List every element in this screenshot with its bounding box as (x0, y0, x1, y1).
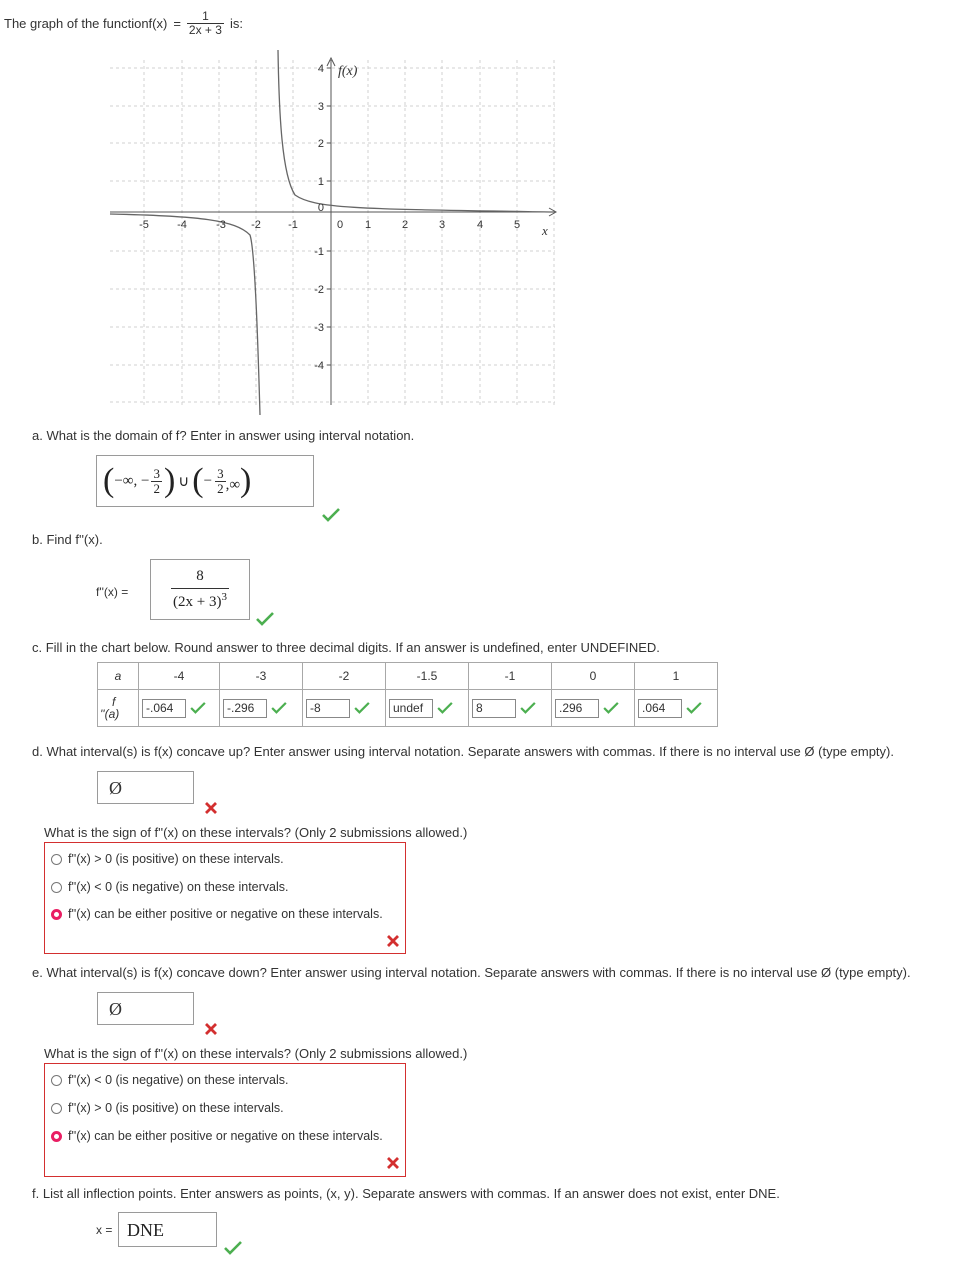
numerator: 3 (217, 465, 224, 481)
problem-header (4, 6, 243, 40)
value-input[interactable]: undef (389, 699, 433, 718)
y-tick-label: -2 (314, 284, 324, 296)
radio-button-selected[interactable] (51, 1131, 62, 1142)
y-tick-label: 0 (317, 202, 324, 214)
value-chart (97, 662, 718, 727)
curve-left-branch (110, 214, 260, 415)
x-tick-label: 1 (364, 219, 372, 231)
a-cell: -2 (303, 663, 386, 690)
infinity: ,∞ (225, 476, 241, 493)
inflection-points-input[interactable]: DNE (118, 1212, 217, 1247)
second-derivative-box[interactable] (150, 559, 250, 620)
header-denominator: 2x + 3 (188, 22, 222, 37)
value-input[interactable]: -.064 (142, 699, 186, 718)
radio-label: f''(x) can be either positive or negative on these intervals. (68, 1129, 383, 1143)
correct-check-icon (437, 702, 453, 714)
radio-option-negative[interactable] (51, 880, 289, 894)
row-label-f-top: f (112, 695, 116, 709)
function-graph (100, 45, 570, 415)
y-tick-label: 3 (317, 101, 324, 113)
paren: ( (192, 462, 204, 499)
a-cell: -4 (139, 663, 220, 690)
x-tick-label: 3 (438, 219, 446, 231)
y-tick-label: -1 (314, 246, 324, 258)
part-a-prompt: a. What is the domain of f? Enter in answer using interval notation. (32, 428, 415, 443)
x-tick-label: 0 (336, 219, 344, 231)
radio-option-either[interactable] (51, 1129, 383, 1143)
x-tick-label: 2 (401, 219, 409, 231)
fraction (215, 467, 226, 495)
x-axis-label: x (542, 223, 548, 238)
radio-label: f''(x) < 0 (is negative) on these intervals. (68, 880, 289, 894)
correct-check-icon (686, 702, 702, 714)
incorrect-x-icon (204, 1022, 218, 1036)
a-cell: 1 (635, 663, 718, 690)
radio-label: f''(x) > 0 (is positive) on these intervals. (68, 1101, 284, 1115)
part-c-prompt: c. Fill in the chart below. Round answer to three decimal digits. If an answer is undefined, enter UNDEFINED. (32, 640, 660, 655)
radio-option-positive[interactable] (51, 1101, 284, 1115)
domain-answer-box[interactable] (96, 455, 314, 507)
f-cell (220, 690, 303, 727)
part-d-sign-prompt: What is the sign of f''(x) on these intervals? (Only 2 submissions allowed.) (44, 825, 468, 840)
concave-down-input[interactable]: Ø (97, 992, 194, 1025)
denominator (171, 589, 229, 611)
incorrect-x-icon (204, 801, 218, 815)
paren: ( (103, 462, 115, 499)
f-cell (469, 690, 552, 727)
x-tick-label: -5 (139, 219, 149, 231)
header-fname: f(x) (148, 15, 168, 31)
radio-option-negative[interactable] (51, 1073, 289, 1087)
x-tick-label: -2 (251, 219, 261, 231)
negative-sign: − (203, 472, 213, 489)
y-tick-marks (327, 68, 331, 365)
header-fraction (187, 10, 224, 36)
radio-button[interactable] (51, 882, 62, 893)
a-cell: -1 (469, 663, 552, 690)
header-intro: The graph of the function (4, 15, 149, 31)
y-tick-label: -3 (314, 322, 324, 334)
correct-check-icon (271, 702, 287, 714)
row-label-a: a (98, 663, 139, 690)
f-cell (303, 690, 386, 727)
y-tick-label: 2 (317, 138, 324, 150)
part-d-prompt: d. What interval(s) is f(x) concave up? Enter answer using interval notation. Separate answers with commas. If there is no interval use Ø (type empty). (32, 744, 894, 759)
part-e-sign-prompt: What is the sign of f''(x) on these intervals? (Only 2 submissions allowed.) (44, 1046, 468, 1061)
correct-check-icon (520, 702, 536, 714)
paren: ) (240, 462, 252, 499)
denominator: 2 (217, 480, 224, 496)
f-cell (635, 690, 718, 727)
f-cell (552, 690, 635, 727)
correct-check-icon (256, 612, 274, 626)
f-cell (139, 690, 220, 727)
value-input[interactable]: -.296 (223, 699, 267, 718)
part-f-prompt: f. List all inflection points. Enter answers as points, (x, y). Separate answers with commas. If an answer does not exist, enter DNE. (32, 1186, 780, 1201)
denominator-base: (2x + 3) (173, 593, 222, 610)
x-tick-label: -4 (177, 219, 187, 231)
denominator: 2 (153, 480, 160, 496)
numerator: 3 (153, 465, 160, 481)
radio-button[interactable] (51, 1075, 62, 1086)
y-axis-label: f(x) (338, 64, 358, 79)
radio-option-either[interactable] (51, 907, 383, 921)
value-input[interactable]: .064 (638, 699, 682, 718)
neg-infinity: −∞, − (114, 472, 150, 489)
numerator: 8 (171, 569, 229, 589)
radio-button[interactable] (51, 1103, 62, 1114)
y-tick-label: 4 (317, 63, 324, 75)
radio-button-selected[interactable] (51, 909, 62, 920)
f-cell (386, 690, 469, 727)
value-input[interactable]: 8 (472, 699, 516, 718)
x-equals-label: x = (96, 1223, 113, 1237)
header-equals: = (173, 15, 181, 31)
correct-check-icon (224, 1241, 242, 1255)
fraction (171, 569, 229, 611)
concave-down-sign-options (44, 1063, 406, 1177)
part-e-prompt: e. What interval(s) is f(x) concave down? Enter answer using interval notation. Separate answers with commas. If there is no interval use Ø (type empty). (32, 965, 911, 980)
incorrect-x-icon (386, 934, 400, 948)
fpp-label: f''(x) = (96, 585, 129, 599)
table-row (98, 690, 718, 727)
row-label-f (98, 690, 139, 727)
y-tick-label: 1 (317, 176, 324, 188)
radio-button[interactable] (51, 854, 62, 865)
radio-label: f''(x) > 0 (is positive) on these intervals. (68, 852, 284, 866)
correct-check-icon (354, 702, 370, 714)
value-input[interactable]: -8 (306, 699, 350, 718)
a-cell: -1.5 (386, 663, 469, 690)
paren: ) (163, 462, 176, 499)
x-tick-label: 4 (476, 219, 484, 231)
row-label-f-bottom: ''(a) (100, 707, 120, 721)
incorrect-x-icon (386, 1156, 400, 1170)
union-symbol: ∪ (178, 473, 190, 490)
grid (110, 60, 555, 405)
x-tick-label: -1 (288, 219, 298, 231)
table-row (98, 663, 718, 690)
correct-check-icon (190, 702, 206, 714)
x-tick-label: 5 (513, 219, 521, 231)
x-tick-label: -3 (216, 219, 226, 231)
correct-check-icon (603, 702, 619, 714)
correct-check-icon (322, 508, 340, 522)
radio-label: f''(x) < 0 (is negative) on these intervals. (68, 1073, 289, 1087)
a-cell: -3 (220, 663, 303, 690)
value-input[interactable]: .296 (555, 699, 599, 718)
exponent: 3 (221, 590, 227, 603)
concave-up-sign-options (44, 842, 406, 954)
radio-label: f''(x) can be either positive or negative on these intervals. (68, 907, 383, 921)
part-b-prompt: b. Find f''(x). (32, 532, 103, 547)
concave-up-input[interactable]: Ø (97, 771, 194, 804)
radio-option-positive[interactable] (51, 852, 284, 866)
header-suffix: is: (229, 15, 243, 31)
fraction (151, 467, 162, 495)
header-numerator: 1 (187, 10, 224, 24)
a-cell: 0 (552, 663, 635, 690)
y-tick-label: -4 (314, 360, 324, 372)
